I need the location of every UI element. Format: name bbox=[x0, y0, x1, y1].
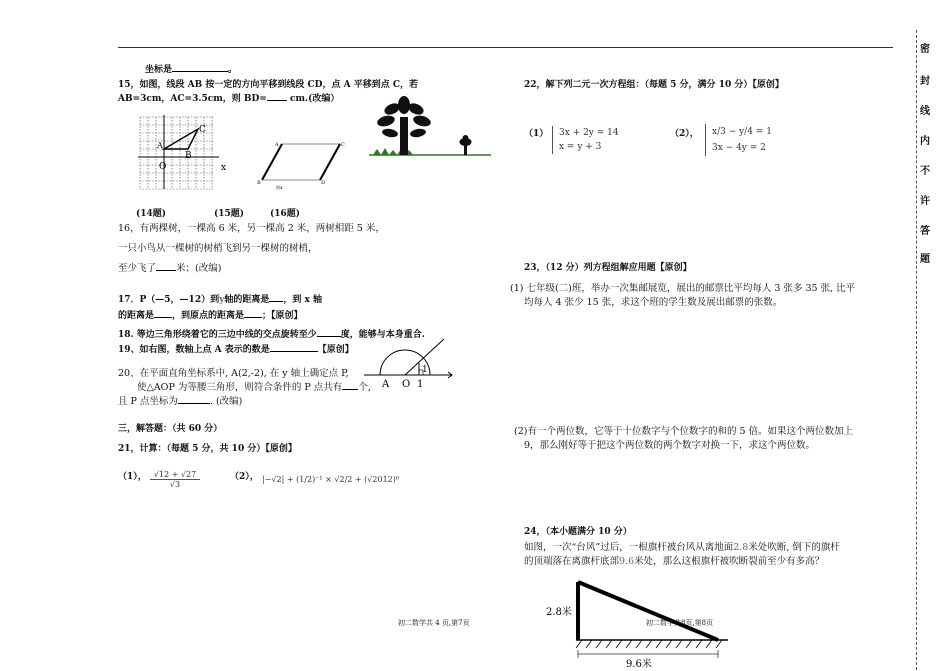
q21-1-expression: √12 + √27 √3 bbox=[150, 470, 200, 489]
side-char: 不 bbox=[920, 166, 930, 177]
q21-1-label: （1）， bbox=[118, 472, 147, 482]
side-char: 线 bbox=[920, 106, 930, 117]
q17-line1: 17．P（—5，—12）到y轴的距离是 ，到 x 轴 bbox=[118, 295, 322, 305]
fig15-b-label: B bbox=[257, 180, 261, 186]
q22-1-system: 3x + 2y = 14 x = y + 3 bbox=[552, 126, 619, 154]
fig14-a-label: A bbox=[157, 141, 163, 150]
fig16-label: (16题) bbox=[270, 209, 301, 219]
q15-line1: 15，如图，线段 AB 按一定的方向平移到线段 CD，点 A 平移到点 C，若 bbox=[118, 80, 419, 90]
fig15-c-label: C bbox=[341, 142, 345, 148]
grid-figure-14 bbox=[135, 112, 235, 192]
fig19-1-label: 1 bbox=[417, 379, 424, 390]
fig19-a-label: A bbox=[382, 379, 390, 390]
fig15-caption: 图4 bbox=[276, 185, 283, 190]
q21: 21，计算：（每题 5 分，共 10 分）【原创】 bbox=[118, 444, 297, 454]
fig14-caption: (14题) bbox=[136, 209, 167, 219]
fig15-d-label: D bbox=[321, 180, 326, 186]
q18: 18. 等边三角形绕着它的三边中线的交点旋转至少 度，能够与本身重合. bbox=[118, 330, 425, 340]
q19: 19、如右图，数轴上点 A 表示的数是 【原创】 bbox=[118, 345, 354, 355]
q24-line2: 的顶端落在离旗杆底部9.6米处，那么这根旗杆被吹断裂前至少有多高？ bbox=[524, 556, 825, 567]
fig14-c-label: C bbox=[199, 125, 206, 135]
q23-1-line2: 均每人 4 张少 15 张，求这个班的学生数及展出邮票的张数。 bbox=[524, 297, 783, 308]
side-char: 封 bbox=[920, 76, 930, 87]
q20-line1: 20、在平面直角坐标系中, A(2,-2), 在 y 轴上确定点 P, bbox=[118, 368, 349, 379]
footer-left: 初二数学共 4 页,第7页 bbox=[398, 619, 470, 627]
side-char: 题 bbox=[920, 254, 930, 265]
q22: 22，解下列二元一次方程组：（每题 5 分，满分 10 分）【原创】 bbox=[524, 80, 784, 90]
q16-line1: 16，有两棵树，一棵高 6 米，另一棵高 2 米，两树相距 5 米， bbox=[118, 223, 385, 234]
fig24-height-label: 2.8米 bbox=[546, 607, 572, 618]
q22-2-system: x/3 − y/4 = 1 3x − 4y = 2 bbox=[705, 124, 772, 156]
q20-line2: 使△AOP 为等腰三角形，则符合条件的 P 点共有 个, bbox=[137, 382, 371, 393]
binding-line bbox=[916, 30, 917, 670]
q21-2-label: （2）， bbox=[230, 472, 259, 482]
side-char: 答 bbox=[920, 226, 930, 237]
fig14-b-label: B bbox=[185, 151, 192, 161]
q16-line2: 一只小鸟从一棵树的树梢飞到另一棵树的树梢， bbox=[118, 243, 318, 254]
q24: 24，（本小题满分 10 分） bbox=[524, 527, 632, 537]
fig24-distance-label: 9.6米 bbox=[626, 659, 652, 670]
q15-line2: AB=3cm，AC=3.5cm，则 BD= cm.(改编） bbox=[118, 94, 340, 104]
q22-2-label: （2）， bbox=[670, 129, 699, 139]
fig14-o-label: O bbox=[159, 162, 167, 172]
q16-line3: 至少飞了 米；(改编) bbox=[118, 263, 222, 274]
q22-1-label: （1） bbox=[524, 129, 549, 139]
parallelogram-figure-15 bbox=[254, 136, 350, 192]
fig19-1-top: 1 bbox=[422, 365, 428, 375]
q23-2-line2: 9，那么刚好等于把这个两位数的两个数字对换一下，求这个两位数。 bbox=[524, 440, 816, 451]
side-char: 密 bbox=[920, 44, 930, 55]
q23: 23，（12 分）列方程组解应用题【原创】 bbox=[524, 263, 692, 273]
q14-tail: 坐标是 。 bbox=[145, 65, 238, 75]
q21-2-expression: |−√2| + (1/2)⁻¹ × √2/2 + (√2012)⁰ bbox=[262, 475, 400, 484]
number-line-figure-19 bbox=[360, 335, 460, 390]
fig19-o-label: O bbox=[402, 379, 411, 390]
q17-line2: 的距离是 ，到原点的距离是 ；【原创】 bbox=[118, 311, 303, 321]
footer-right: 初二数学共8页,第8页 bbox=[646, 619, 714, 627]
q23-1-line1: (1) 七年级(二)班，举办一次集邮展览，展出的邮票比平均每人 3 张多 35 张, 比平 bbox=[510, 283, 856, 294]
fig15-label: (15题) bbox=[214, 209, 245, 219]
q24-line1: 如图，一次“台风”过后，一根旗杆被台风从离地面2.8米处吹断, 倒下的旗杆 bbox=[524, 542, 840, 553]
q23-2-line1: (2)有一个两位数，它等于十位数字与个位数字的和的 5 倍。如果这个两位数加上 bbox=[514, 426, 854, 437]
side-char: 内 bbox=[920, 136, 930, 147]
section-3-heading: 三，解答题：（共 60 分） bbox=[118, 424, 223, 434]
top-rule bbox=[118, 47, 893, 48]
fig14-x-label: x bbox=[221, 163, 227, 173]
side-char: 许 bbox=[920, 196, 930, 207]
fig15-a-label: A bbox=[275, 142, 279, 148]
q20-line3: 且 P 点坐标为 . (改编) bbox=[118, 396, 243, 407]
tree-figure-16 bbox=[365, 95, 493, 161]
